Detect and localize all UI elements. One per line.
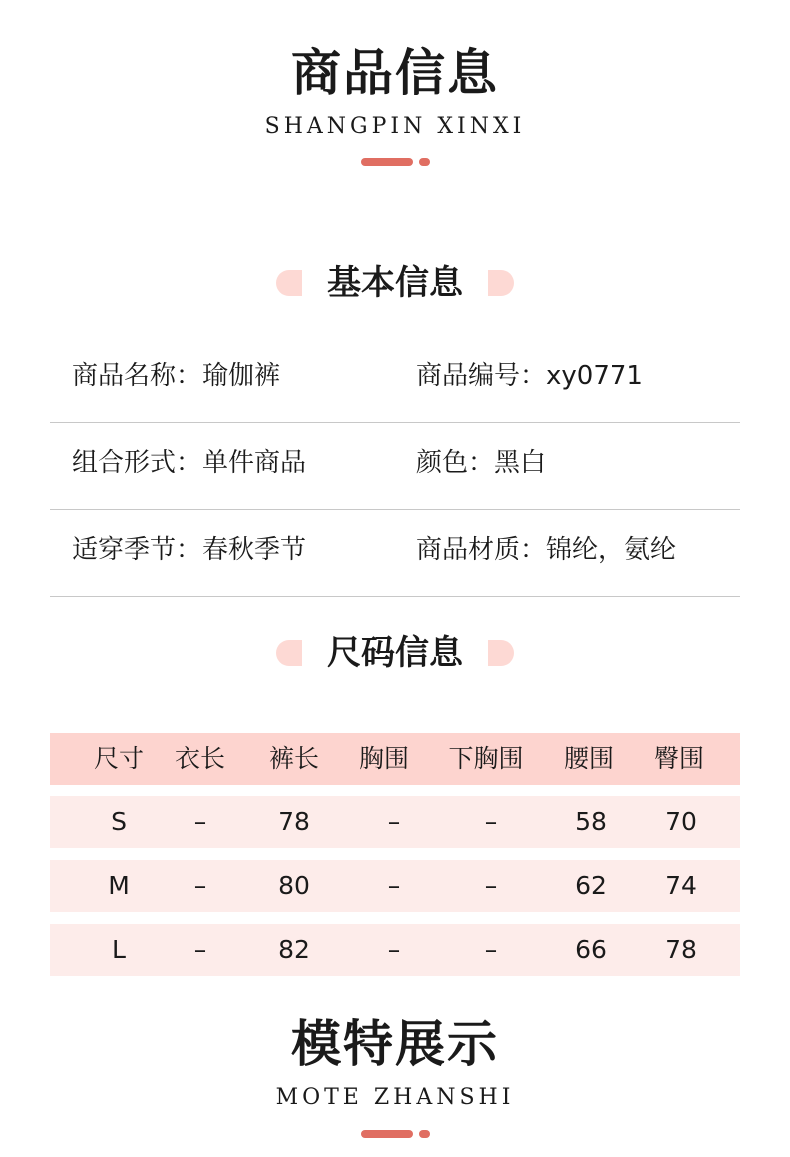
size-cell: S (111, 807, 127, 836)
heading-pill-right (488, 270, 514, 296)
size-table-row (50, 860, 740, 912)
size-col-header: 下胸围 (448, 744, 524, 773)
info-cell-left: 组合形式：单件商品 (72, 448, 307, 478)
size-cell: 62 (575, 871, 607, 900)
divider-bar (361, 158, 413, 166)
size-cell: – (484, 935, 498, 964)
size-cell: 78 (665, 935, 697, 964)
model-section-pinyin: MOTE ZHANSHI (275, 1085, 515, 1110)
size-cell: 70 (665, 807, 697, 836)
basic-info-heading-label: 基本信息 (327, 263, 463, 303)
title-divider-decoration (361, 1130, 431, 1138)
size-cell: – (484, 807, 498, 836)
info-row (50, 510, 740, 597)
size-info-heading (0, 631, 790, 675)
size-col-header: 胸围 (358, 744, 410, 773)
size-info-heading-label: 尺码信息 (327, 633, 463, 673)
size-col-header: 腰围 (563, 744, 615, 773)
size-cell: 80 (278, 871, 310, 900)
size-cell: – (387, 871, 401, 900)
divider-dot (419, 1130, 430, 1138)
info-row (50, 336, 740, 423)
divider-dot (419, 158, 430, 166)
size-table-row (50, 924, 740, 976)
info-row (50, 423, 740, 510)
basic-info-heading (0, 261, 790, 305)
size-cell: 78 (278, 807, 310, 836)
size-cell: 66 (575, 935, 607, 964)
size-cell: 74 (665, 871, 697, 900)
info-cell-right: 商品材质：锦纶，氨纶 (416, 535, 677, 565)
size-cell: M (108, 871, 130, 900)
title-divider-decoration (361, 158, 431, 166)
size-cell: 58 (575, 807, 607, 836)
info-cell-left: 商品名称：瑜伽裤 (72, 361, 281, 391)
size-cell: – (193, 935, 207, 964)
info-cell-right: 颜色：黑白 (416, 448, 547, 478)
size-table-row (50, 796, 740, 848)
size-cell: – (387, 807, 401, 836)
product-info-pinyin: SHANGPIN XINXI (264, 114, 526, 139)
divider-bar (361, 1130, 413, 1138)
size-cell: 82 (278, 935, 310, 964)
size-col-header: 衣长 (174, 744, 226, 773)
size-col-header: 尺寸 (93, 744, 145, 773)
model-section-title: 模特展示 (291, 1015, 499, 1073)
info-cell-left: 适穿季节：春秋季节 (72, 535, 307, 565)
heading-pill-right (488, 640, 514, 666)
size-cell: – (193, 871, 207, 900)
size-cell: – (484, 871, 498, 900)
size-col-header: 裤长 (268, 744, 320, 773)
info-cell-right: 商品编号：xy0771 (416, 361, 643, 391)
size-cell: – (387, 935, 401, 964)
size-cell: L (112, 935, 126, 964)
size-table-header (50, 733, 740, 785)
product-info-title: 商品信息 (291, 44, 499, 102)
size-cell: – (193, 807, 207, 836)
size-col-header: 臀围 (653, 744, 705, 773)
